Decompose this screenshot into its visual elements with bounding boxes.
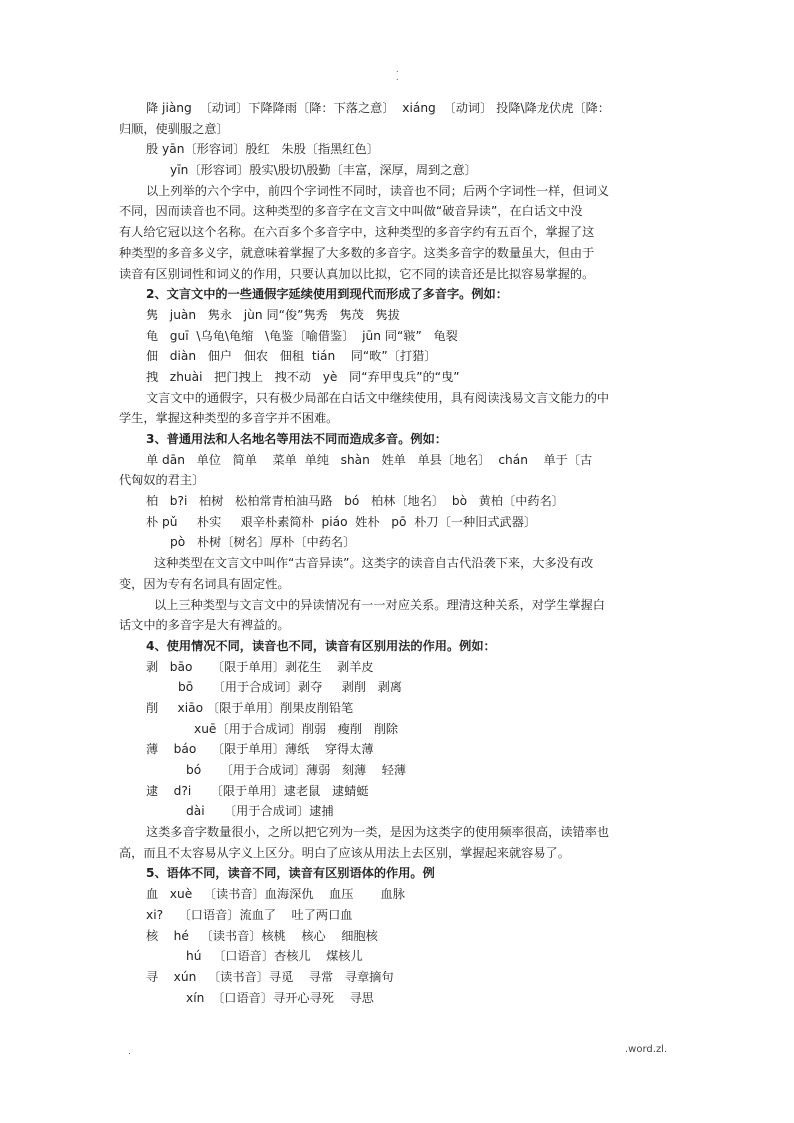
text-line: 这类多音字数量很小，之所以把它列为一类，是因为这类字的使用频率很高，读错率也 <box>146 825 610 840</box>
footer-left-mark: . <box>128 1047 131 1057</box>
text-line: 寻 xún 〔读书音〕寻觅 寻常 寻章摘句 <box>146 969 394 984</box>
text-line: 这种类型在文言文中叫作“古音异读”。这类字的读音自古代沿袭下来，大多没有改 <box>154 556 594 571</box>
section-heading: 4、使用情况不同，读音也不同，读音有区别用法的作用。例如： <box>146 638 496 653</box>
text-line: 血 xuè 〔读书音〕血海深仇 血压 血脉 <box>146 887 405 902</box>
text-line: 剥 bāo 〔限于单用〕剥花生 剥羊皮 <box>146 659 374 674</box>
text-line: xuē〔用于合成词〕削弱 瘦削 削除 <box>194 721 399 736</box>
text-line: pò 朴树〔树名〕厚朴〔中药名〕 <box>170 535 356 550</box>
text-line: bō 〔用于合成词〕剥夺 剥削 剥离 <box>178 680 402 695</box>
text-line: 降 jiàng 〔动词〕下降降雨〔降：下落之意〕 xiáng 〔动词〕 投降\降龙伏虎〔降： <box>146 101 610 115</box>
text-line: 削 xiāo 〔限于单用〕削果皮削铅笔 <box>146 700 354 715</box>
text-line: 读音有区别词性和词义的作用，只要认真加以比拟，它不同的读音还是比拟容易掌握的。 <box>119 266 595 281</box>
text-line: 拽 zhuài 把门拽上 拽不动 yè 同“弃甲曳兵”的“曳” <box>146 369 460 384</box>
text-line: 有人给它冠以这个名称。在六百多个多音字中，这种类型的多音字约有五百个，掌握了这 <box>119 225 595 240</box>
text-line: 种类型的多音多义字，就意味着掌握了大多数的多音字。这类多音字的数量虽大，但由于 <box>119 245 595 260</box>
text-line: 殷 yān〔形容词〕殷红 朱殷〔指黑红色〕 <box>146 142 379 157</box>
footer-right-mark: .word.zl. <box>625 1044 668 1055</box>
text-line: xi? 〔口语音〕流血了 吐了两口血 <box>146 907 353 922</box>
text-line: 佃 diàn 佃户 佃农 佃租 tián 同“畋”〔打猎〕 <box>146 349 437 364</box>
text-line: 柏 b?i 柏树 松柏常青柏油马路 bó 柏林〔地名〕 bò 黄柏〔中药名〕 <box>146 494 564 509</box>
text-line: bó 〔用于合成词〕薄弱 刻薄 轻薄 <box>186 763 407 777</box>
text-line: xín 〔口语音〕寻开心寻死 寻思 <box>186 990 374 1005</box>
text-line: 代匈奴的君主〕 <box>119 473 205 488</box>
text-line: 薄 báo 〔限于单用〕薄纸 穿得太薄 <box>146 742 374 757</box>
header-marker: . . <box>396 65 399 82</box>
section-heading: 5、语体不同，读音不同，读音有区别语体的作用。例 <box>146 866 435 881</box>
document-body <box>119 98 685 1008</box>
text-line: 核 hé 〔读书音〕核桃 核心 细胞核 <box>146 928 378 943</box>
text-line: yīn〔形容词〕殷实\殷切\殷勤〔丰富，深厚，周到之意〕 <box>170 163 477 178</box>
text-line: 学生，掌握这种类型的多音字并不困难。 <box>119 411 339 426</box>
text-line: 高，而且不太容易从字义上区分。明白了应该从用法上去区别，掌握起来就容易了。 <box>119 845 570 860</box>
text-line: 文言文中的通假字，只有极少局部在白话文中继续使用，具有阅读浅易文言文能力的中 <box>146 390 610 405</box>
text-line: 以上列举的六个字中，前四个字词性不同时，读音也不同；后两个字词性一样，但词义 <box>146 183 610 198</box>
section-heading: 2、文言文中的一些通假字延续使用到现代而形成了多音字。例如： <box>146 287 508 302</box>
text-line: 逮 d?i 〔限于单用〕逮老鼠 逮蜻蜓 <box>146 783 369 798</box>
text-line: hú 〔口语音〕杏核儿 煤核儿 <box>186 949 363 964</box>
text-line: 龟 guī \乌龟\龟缩 \龟鉴〔喻借鉴〕 jūn 同“皲” 龟裂 <box>146 328 458 343</box>
section-heading: 3、普通用法和人名地名等用法不同而造成多音。例如： <box>146 432 447 446</box>
text-line: 归顺，使驯服之意〕 <box>119 121 229 136</box>
text-line: 话文中的多音字是大有裨益的。 <box>119 618 290 633</box>
text-line: 朴 pǔ 朴实 艰辛朴素简朴 piáo 姓朴 pō 朴刀〔一种旧式武器〕 <box>146 514 537 529</box>
text-line: 以上三种类型与文言文中的异读情况有一一对应关系。理清这种关系，对学生掌握白 <box>154 597 605 612</box>
text-line: 不同，因而读音也不同。这种类型的多音字在文言文中叫做“破音异读”，在白话文中没 <box>119 204 583 219</box>
text-line: dài 〔用于合成词〕逮捕 <box>186 804 334 819</box>
text-line: 单 dān 单位 简单 菜单 单纯 shàn 姓单 单县〔地名〕 chán 单于〔古 <box>146 452 593 467</box>
text-line: 隽 juàn 隽永 jùn 同“俊”隽秀 隽茂 隽拔 <box>146 307 400 322</box>
text-line: 变，因为专有名词具有固定性。 <box>119 576 290 591</box>
